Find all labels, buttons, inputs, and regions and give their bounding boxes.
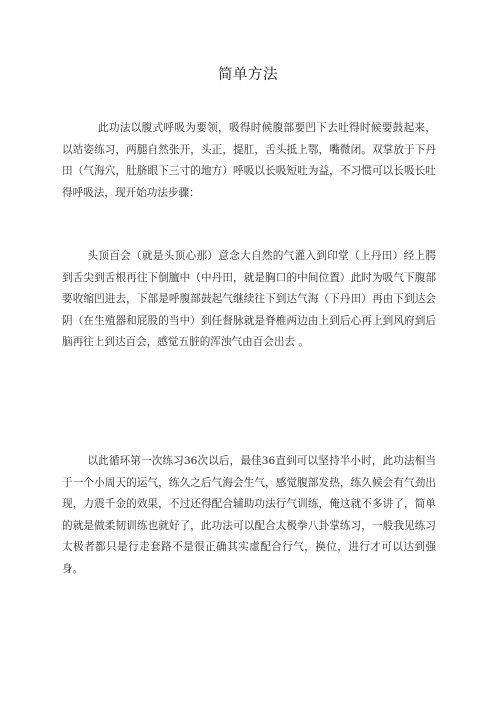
paragraph-practice: 以此循环第一次练习36次以后，最佳36直到可以坚持半小时，此功法相当于一个小周天的运气，练久之后气海会生气，感觉腹部发热，练久候会有气劲出现，力震千金的效果，不过还得配合辅助功法行气训练，俺这就不多讲了，简单的就是做柔韧训练也就好了，此功法可以配合太极拳八卦掌练习，一般我见练习太极者都只是行走套路不是很正确其实虚配合行气，换位，进行才可以达到强身。 bbox=[62, 455, 436, 575]
paragraph-steps: 头顶百会（就是头顶心那）意念大自然的气灌入到印堂（上丹田）经上腭到舌尖到舌根再往下倒膻中（中丹田，就是胸口的中间位置）此时为吸气下腹部要收缩凹进去，下部是呼腹部鼓起气继续往下到达气海（下丹田）再由下到达会阴（在生殖器和屁股的当中）到任督脉就是脊椎两边由上到后心再上到风府到后脑再往上到达百会，感觉五脏的浑浊气由百会出去 。 bbox=[62, 250, 436, 348]
page-title: 简单方法 bbox=[218, 67, 278, 83]
paragraph-intro: 此功法以腹式呼吸为要领，吸得时候腹部要凹下去吐得时候要鼓起来，以站姿练习，两腿自然张开，头正，提肛，舌头抵上鄂，嘴微闭。双掌放于下丹田（气海穴，肚脐眼下三寸的地方）呼吸以长吸短吐为益，不习惯可以长吸长吐得呼吸法，现开始功法步骤： bbox=[62, 122, 436, 199]
